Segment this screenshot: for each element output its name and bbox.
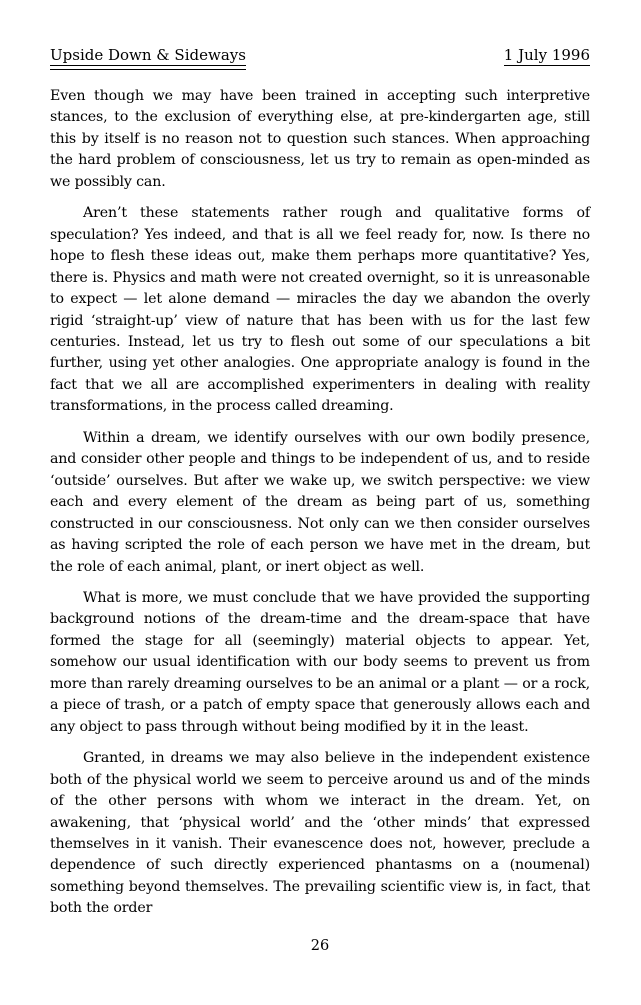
paragraph-4: What is more, we must conclude that we have provided the supporting background notions of the dream-time and the dream-space that have formed the stage for all (seemingly) material objects to appear. Yet, somehow our usual identification with our body seems to prevent us from more than rarely dreaming ourselves to be an animal or a plant — or a rock, a piece of trash, or a patch of empty space that generously allows each and any object to pass through without being modified by it in the least. xyxy=(50,589,590,735)
page-number: 26 xyxy=(310,938,330,954)
paragraph-3: Within a dream, we identify ourselves with our own bodily presence, and consider other people and things to be independent of us, and to reside ‘outside’ ourselves. But after we wake up, we switch perspective: we view each and every element of the dream as being part of us, something constructed in our consciousness. Not only can we then consider ourselves as having scripted the role of each person we have met in the dream, but the role of each animal, plant, or inert object as well. xyxy=(50,429,590,575)
running-title: Upside Down & Sideways xyxy=(50,46,246,64)
running-date: 1 July 1996 xyxy=(503,46,590,64)
paragraph-5: Granted, in dreams we may also believe in the independent existence both of the physical world we seem to perceive around us and of the minds of the other persons with whom we interact in the dream. Yet, on awakening, that ‘physical world’ and the ‘other minds’ that expressed themselves in it vanish. Their evanescence does not, however, preclude a dependence of such directly experienced phantasms on a (noumenal) something beyond themselves. The prevailing scientific view is, in fact, that both the order xyxy=(50,750,590,917)
running-header xyxy=(50,46,590,72)
paragraph-2: Aren’t these statements rather rough and qualitative forms of speculation? Yes indeed, and that is all we feel ready for, now. Is there no hope to flesh these ideas out, make them perhaps more quantitative? Yes, there is. Physics and math were not created overnight, so it is unreasonable to expect — let alone demand — miracles the day we abandon the overly rigid ‘straight-up’ view of nature that has been with us for the last few centuries. Instead, let us try to flesh out some of our speculations a bit further, using yet other analogies. One appropriate analogy is found in the fact that we all are accomplished experimenters in dealing with reality transformations, in the process called dreaming. xyxy=(50,205,590,415)
paragraph-1: Even though we may have been trained in accepting such interpretive stances, to the exclusion of everything else, at pre-kindergarten age, still this by itself is no reason not to question such stances. When approaching the hard problem of consciousness, let us try to remain as open-minded as we possibly can. xyxy=(50,88,590,190)
body-text xyxy=(50,86,590,930)
